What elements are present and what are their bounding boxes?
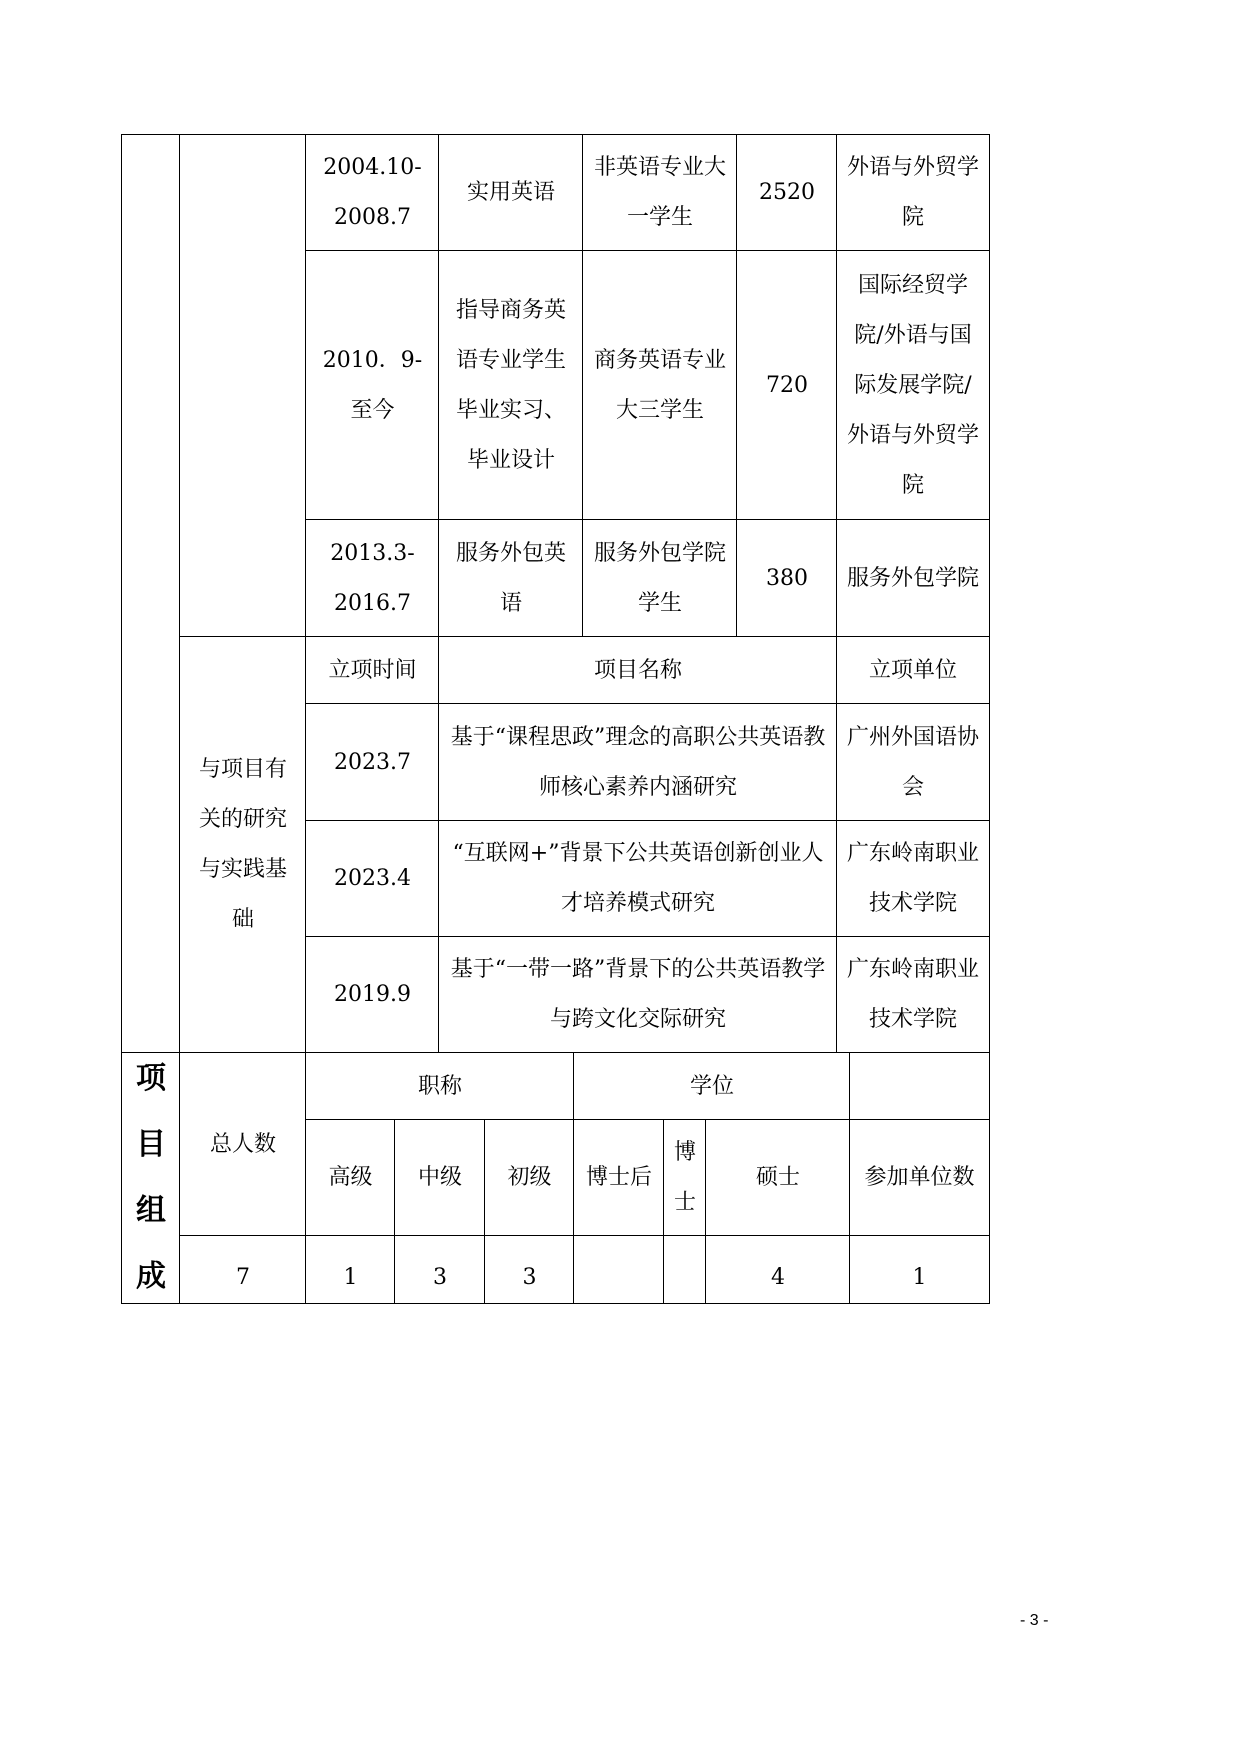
- teaching-row-2-course: 指导商务英语专业学生毕业实习、毕业设计: [438, 250, 584, 521]
- teaching-row-2-period: 2010．9-至今: [305, 250, 440, 521]
- team-header-junior: 初级: [484, 1119, 575, 1237]
- team-label: 项目组成: [121, 1052, 181, 1304]
- team-total-label: 总人数: [179, 1052, 307, 1237]
- team-header-units: 参加单位数: [849, 1119, 990, 1237]
- team-degree-group: 学位: [573, 1052, 851, 1121]
- team-blank-header: [849, 1052, 990, 1121]
- research-row-3-time: 2019.9: [305, 936, 440, 1054]
- teaching-row-2-students: 商务英语专业大三学生: [582, 250, 738, 521]
- research-row-3-name: 基于“一带一路”背景下的公共英语教学与跨文化交际研究: [438, 936, 838, 1054]
- research-row-3-unit: 广东岭南职业技术学院: [836, 936, 990, 1054]
- teaching-row-2-count: 720: [736, 250, 838, 521]
- team-title-group: 职称: [305, 1052, 575, 1121]
- research-row-2-time: 2023.4: [305, 820, 440, 938]
- teaching-row-2-unit: 国际经贸学院/外语与国际发展学院/外语与外贸学院: [836, 250, 990, 521]
- team-value-units: 1: [849, 1235, 990, 1304]
- teaching-row-1-count: 2520: [736, 134, 838, 252]
- teaching-row-3-count: 380: [736, 519, 838, 638]
- teaching-row-3-students: 服务外包学院学生: [582, 519, 738, 638]
- team-header-postdoc: 博士后: [573, 1119, 665, 1237]
- page-number: - 3 -: [1020, 1612, 1049, 1629]
- team-value-junior: 3: [484, 1235, 575, 1304]
- research-header-name: 项目名称: [438, 636, 838, 705]
- research-row-2-unit: 广东岭南职业技术学院: [836, 820, 990, 938]
- research-row-2-name: “互联网+”背景下公共英语创新创业人才培养模式研究: [438, 820, 838, 938]
- team-header-senior: 高级: [305, 1119, 396, 1237]
- teaching-row-3-period: 2013.3-2016.7: [305, 519, 440, 638]
- research-row-1-unit: 广州外国语协会: [836, 703, 990, 822]
- team-header-master: 硕士: [705, 1119, 851, 1237]
- team-header-middle: 中级: [394, 1119, 486, 1237]
- team-value-phd: [663, 1235, 707, 1304]
- team-value-master: 4: [705, 1235, 851, 1304]
- teaching-row-3-unit: 服务外包学院: [836, 519, 990, 638]
- research-header-time: 立项时间: [305, 636, 440, 705]
- research-row-1-time: 2023.7: [305, 703, 440, 822]
- research-label: 与项目有关的研究与实践基础: [179, 636, 307, 1054]
- team-value-total: 7: [179, 1235, 307, 1304]
- teaching-label-column: [179, 134, 307, 638]
- teaching-row-1-unit: 外语与外贸学院: [836, 134, 990, 252]
- teaching-row-1-course: 实用英语: [438, 134, 584, 252]
- teaching-row-3-course: 服务外包英语: [438, 519, 584, 638]
- outer-left-column: [121, 134, 181, 1054]
- research-row-1-name: 基于“课程思政”理念的高职公共英语教师核心素养内涵研究: [438, 703, 838, 822]
- team-value-postdoc: [573, 1235, 665, 1304]
- team-value-senior: 1: [305, 1235, 396, 1304]
- team-value-middle: 3: [394, 1235, 486, 1304]
- team-header-phd: 博士: [663, 1119, 707, 1237]
- teaching-row-1-period: 2004.10-2008.7: [305, 134, 440, 252]
- teaching-row-1-students: 非英语专业大一学生: [582, 134, 738, 252]
- research-header-unit: 立项单位: [836, 636, 990, 705]
